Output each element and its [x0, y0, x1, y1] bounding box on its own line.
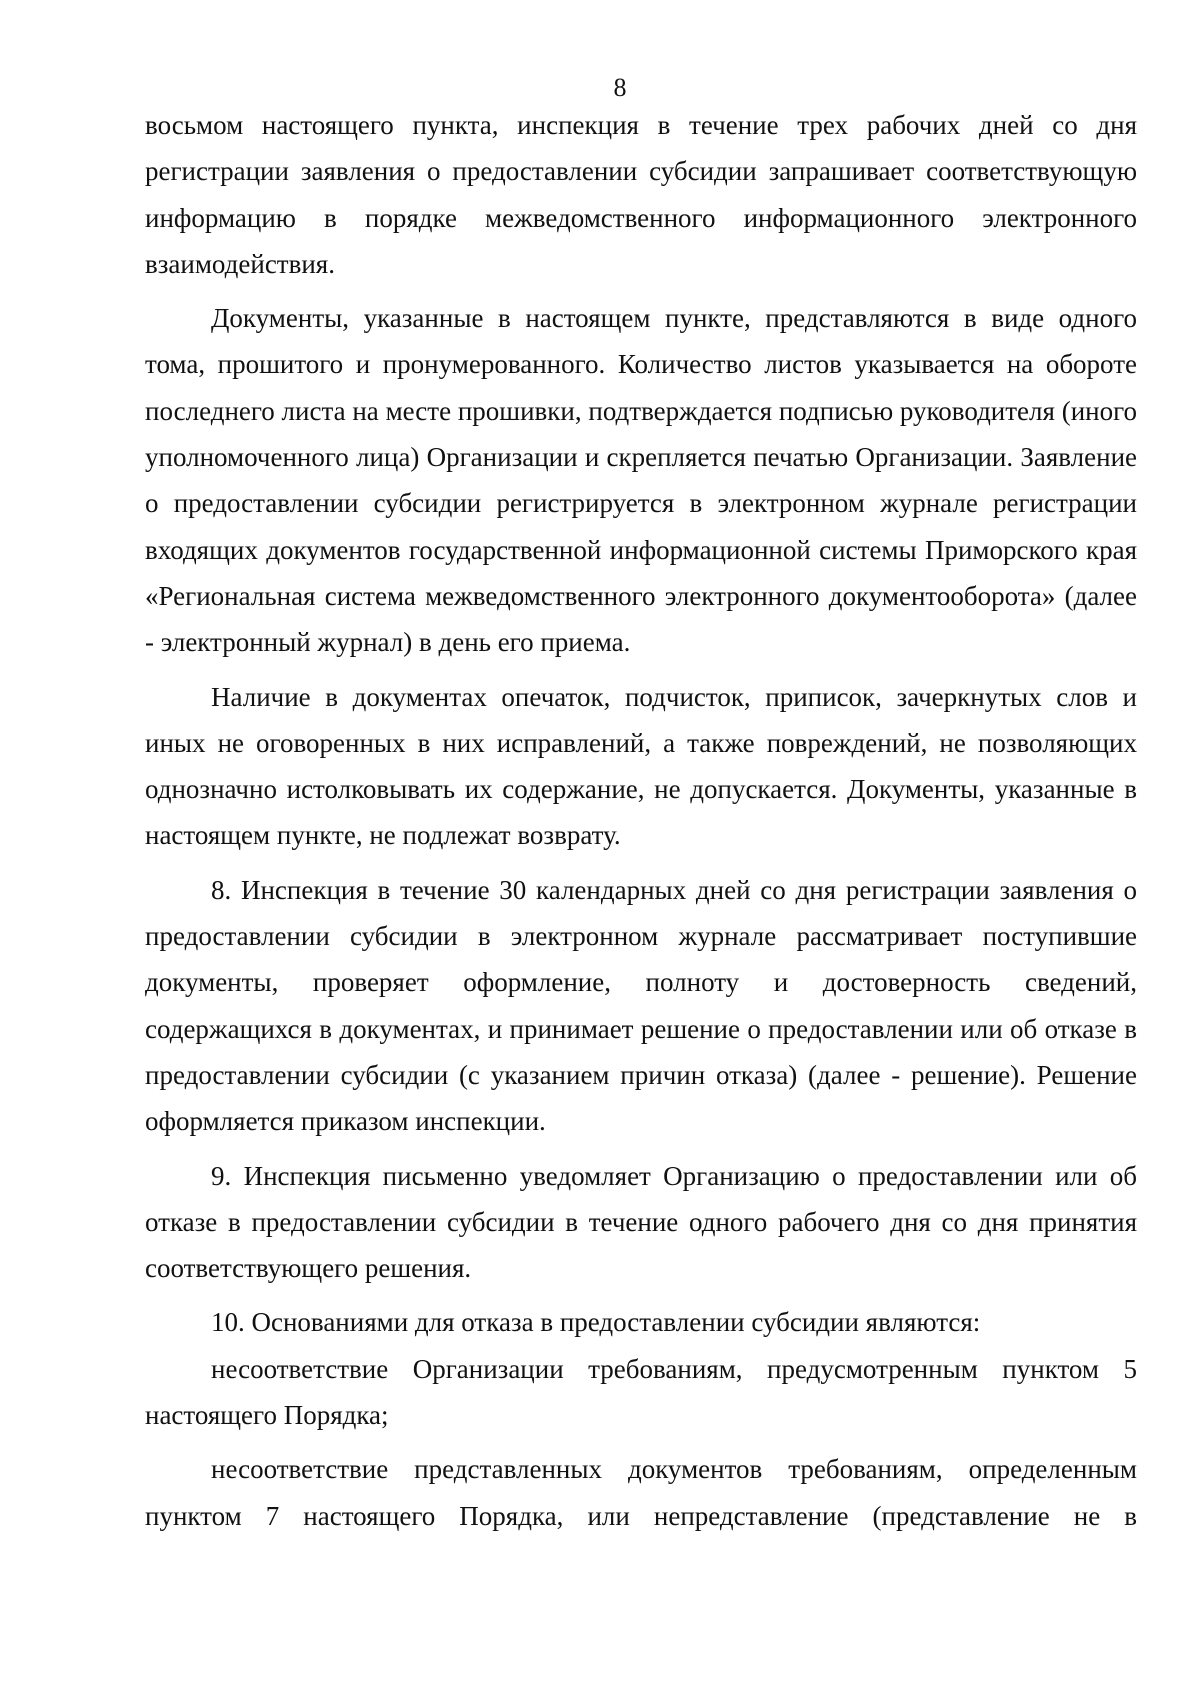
- paragraph-documents-format: Документы, указанные в настоящем пункте, представляются в виде одного тома, прошитого и пронумерованного. Количество листов указывается на обороте последнего листа на месте прошивки, подтверждается подписью руководителя (иного уполномоченного лица) Организации и скрепляется печатью Организации. Заявление о предоставлении субсидии регистрируется в электронном журнале регистрации входящих документов государственной информационной системы Приморского края «Региональная система межведомственного электронного документооборота» (далее - электронный журнал) в день его приема.: [145, 303, 1137, 658]
- page-number: 8: [613, 73, 627, 102]
- paragraph-refusal-ground-1: несоответствие Организации требованиям, предусмотренным пунктом 5 настоящего Порядка;: [145, 1353, 1137, 1431]
- document-body: [145, 102, 1137, 1539]
- paragraph-documents-errors: Наличие в документах опечаток, подчисток, приписок, зачеркнутых слов и иных не оговоренных в них исправлений, а также повреждений, не позволяющих однозначно истолковывать их содержание, не допускается. Документы, указанные в настоящем пункте, не подлежат возврату.: [145, 681, 1137, 851]
- paragraph-refusal-ground-2: несоответствие представленных документов требованиям, определенным пунктом 7 настоящего Порядка, или непредставление (представление не в: [145, 1454, 1137, 1531]
- paragraph-continuation: восьмом настоящего пункта, инспекция в течение трех рабочих дней со дня регистрации заявления о предоставлении субсидии запрашивает соответствующую информацию в порядке межведомственного информационного электронного взаимодействия.: [145, 110, 1137, 279]
- paragraph-item-10: 10. Основаниями для отказа в предоставлении субсидии являются:: [211, 1307, 981, 1338]
- paragraph-item-8: 8. Инспекция в течение 30 календарных дней со дня регистрации заявления о предоставлении субсидии в электронном журнале рассматривает поступившие документы, проверяет оформление, полноту и достоверность сведений, содержащихся в документах, и принимает решение о предоставлении или об отказе в предоставлении субсидии (с указанием причин отказа) (далее - решение). Решение оформляется приказом инспекции.: [145, 874, 1137, 1137]
- paragraph-item-9: 9. Инспекция письменно уведомляет Организацию о предоставлении или об отказе в предоставлении субсидии в течение одного рабочего дня со дня принятия соответствующего решения.: [145, 1160, 1137, 1284]
